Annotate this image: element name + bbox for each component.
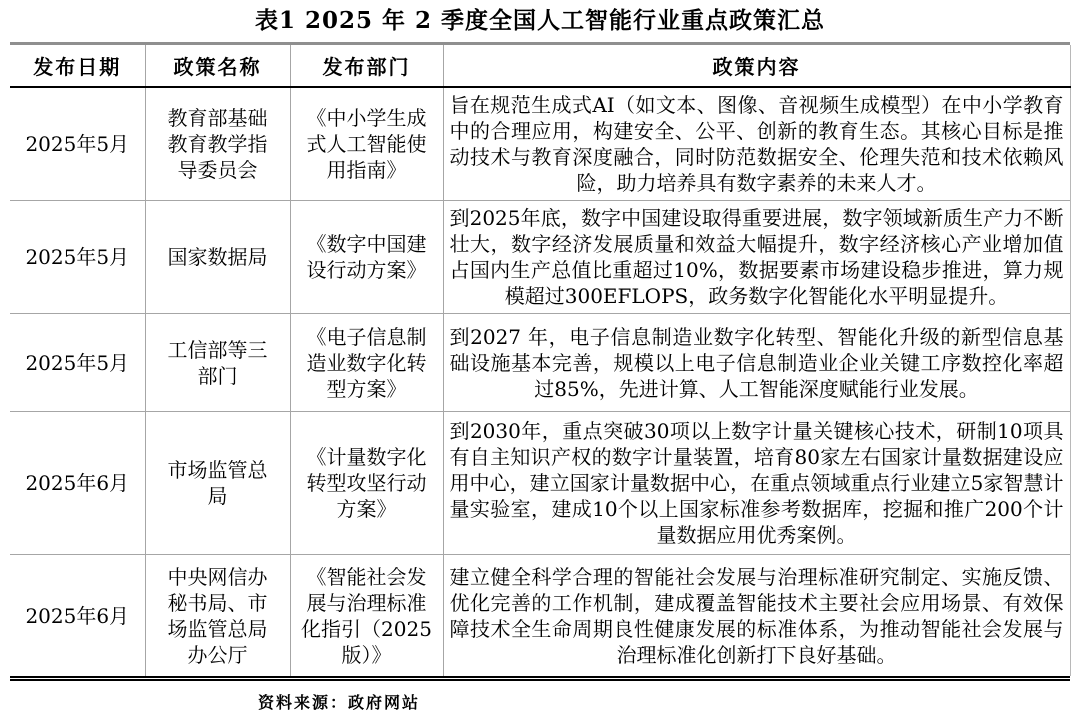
cell-publish-dept: 《电子信息制造业数字化转型方案》 (290, 314, 443, 412)
table-row (10, 555, 1070, 677)
cell-policy-content: 到2027 年，电子信息制造业数字化转型、智能化升级的新型信息基础设施基本完善，规模以上电子信息制造业企业关键工序数控化率超过85%，先进计算、人工智能深度赋能行业发展。 (443, 314, 1070, 412)
cell-policy-name: 教育部基础教育教学指导委员会 (145, 87, 290, 201)
cell-date: 2025年6月 (10, 412, 145, 555)
cell-policy-name: 工信部等三部门 (145, 314, 290, 412)
cell-publish-dept: 《计量数字化转型攻坚行动方案》 (290, 412, 443, 555)
cell-date: 2025年5月 (25, 132, 130, 156)
cell-policy-content: 建立健全科学合理的智能社会发展与治理标准研究制定、实施反馈、优化完善的工作机制，建成覆盖智能技术主要社会应用场景、有效保障技术全生命周期良性健康发展的标准体系，为推动智能社会发展与治理标准化创新打下良好基础。 (443, 555, 1070, 677)
cell-policy-content: 到2025年底，数字中国建设取得重要进展，数字领域新质生产力不断壮大，数字经济发展质量和效益大幅提升，数字经济核心产业增加值占国内生产总值比重超过10%，数据要素市场建设稳步推进，算力规模超过300EFLOPS，政务数字化智能化水平明显提升。 (443, 201, 1070, 314)
header-policy-content: 政策内容 (443, 45, 1070, 87)
cell-policy-content: 到2030年，重点突破30项以上数字计量关键核心技术，研制10项具有自主知识产权的数字计量装置，培育80家左右国家计量数据建设应用中心，建立国家计量数据中心，在重点领域重点行业建立5家智慧计量实验室，建成10个以上国家标准参考数据库，挖掘和推广200个计量数据应用优秀案例。 (443, 412, 1070, 555)
cell-publish-dept: 《智能社会发展与治理标准化指引（2025版）》 (290, 555, 443, 677)
page-title: 表1 2025 年 2 季度全国人工智能行业重点政策汇总 (254, 7, 826, 34)
table-row (10, 412, 1070, 555)
cell-policy-name: 市场监管总局 (145, 412, 290, 555)
cell-date: 2025年5月 (10, 314, 145, 412)
header-publish-date: 发布日期 (10, 45, 145, 87)
table-header-row (10, 45, 1070, 87)
table-row (10, 201, 1070, 314)
header-publish-dept: 发布部门 (290, 45, 443, 87)
cell-date: 2025年5月 (10, 201, 145, 314)
cell-publish-dept: 《中小学生成式人工智能使用指南》 (290, 87, 443, 201)
cell-date: 2025年6月 (10, 555, 145, 677)
policy-table-wrap (10, 42, 1070, 681)
cell-policy-name: 中央网信办秘书局、市场监管总局办公厅 (145, 555, 290, 677)
header-policy-name: 政策名称 (145, 45, 290, 87)
cell-policy-name: 国家数据局 (145, 201, 290, 314)
source-note: 资料来源：政府网站 (258, 693, 421, 712)
table-row (10, 87, 1070, 201)
cell-policy-content: 旨在规范生成式AI（如文本、图像、音视频生成模型）在中小学教育中的合理应用，构建安全、公平、创新的教育生态。其核心目标是推动技术与教育深度融合，同时防范数据安全、伦理失范和技术依赖风险，助力培养具有数字素养的未来人才。 (443, 87, 1070, 201)
table-row (10, 314, 1070, 412)
policy-table (10, 45, 1071, 676)
cell-publish-dept: 《数字中国建设行动方案》 (290, 201, 443, 314)
